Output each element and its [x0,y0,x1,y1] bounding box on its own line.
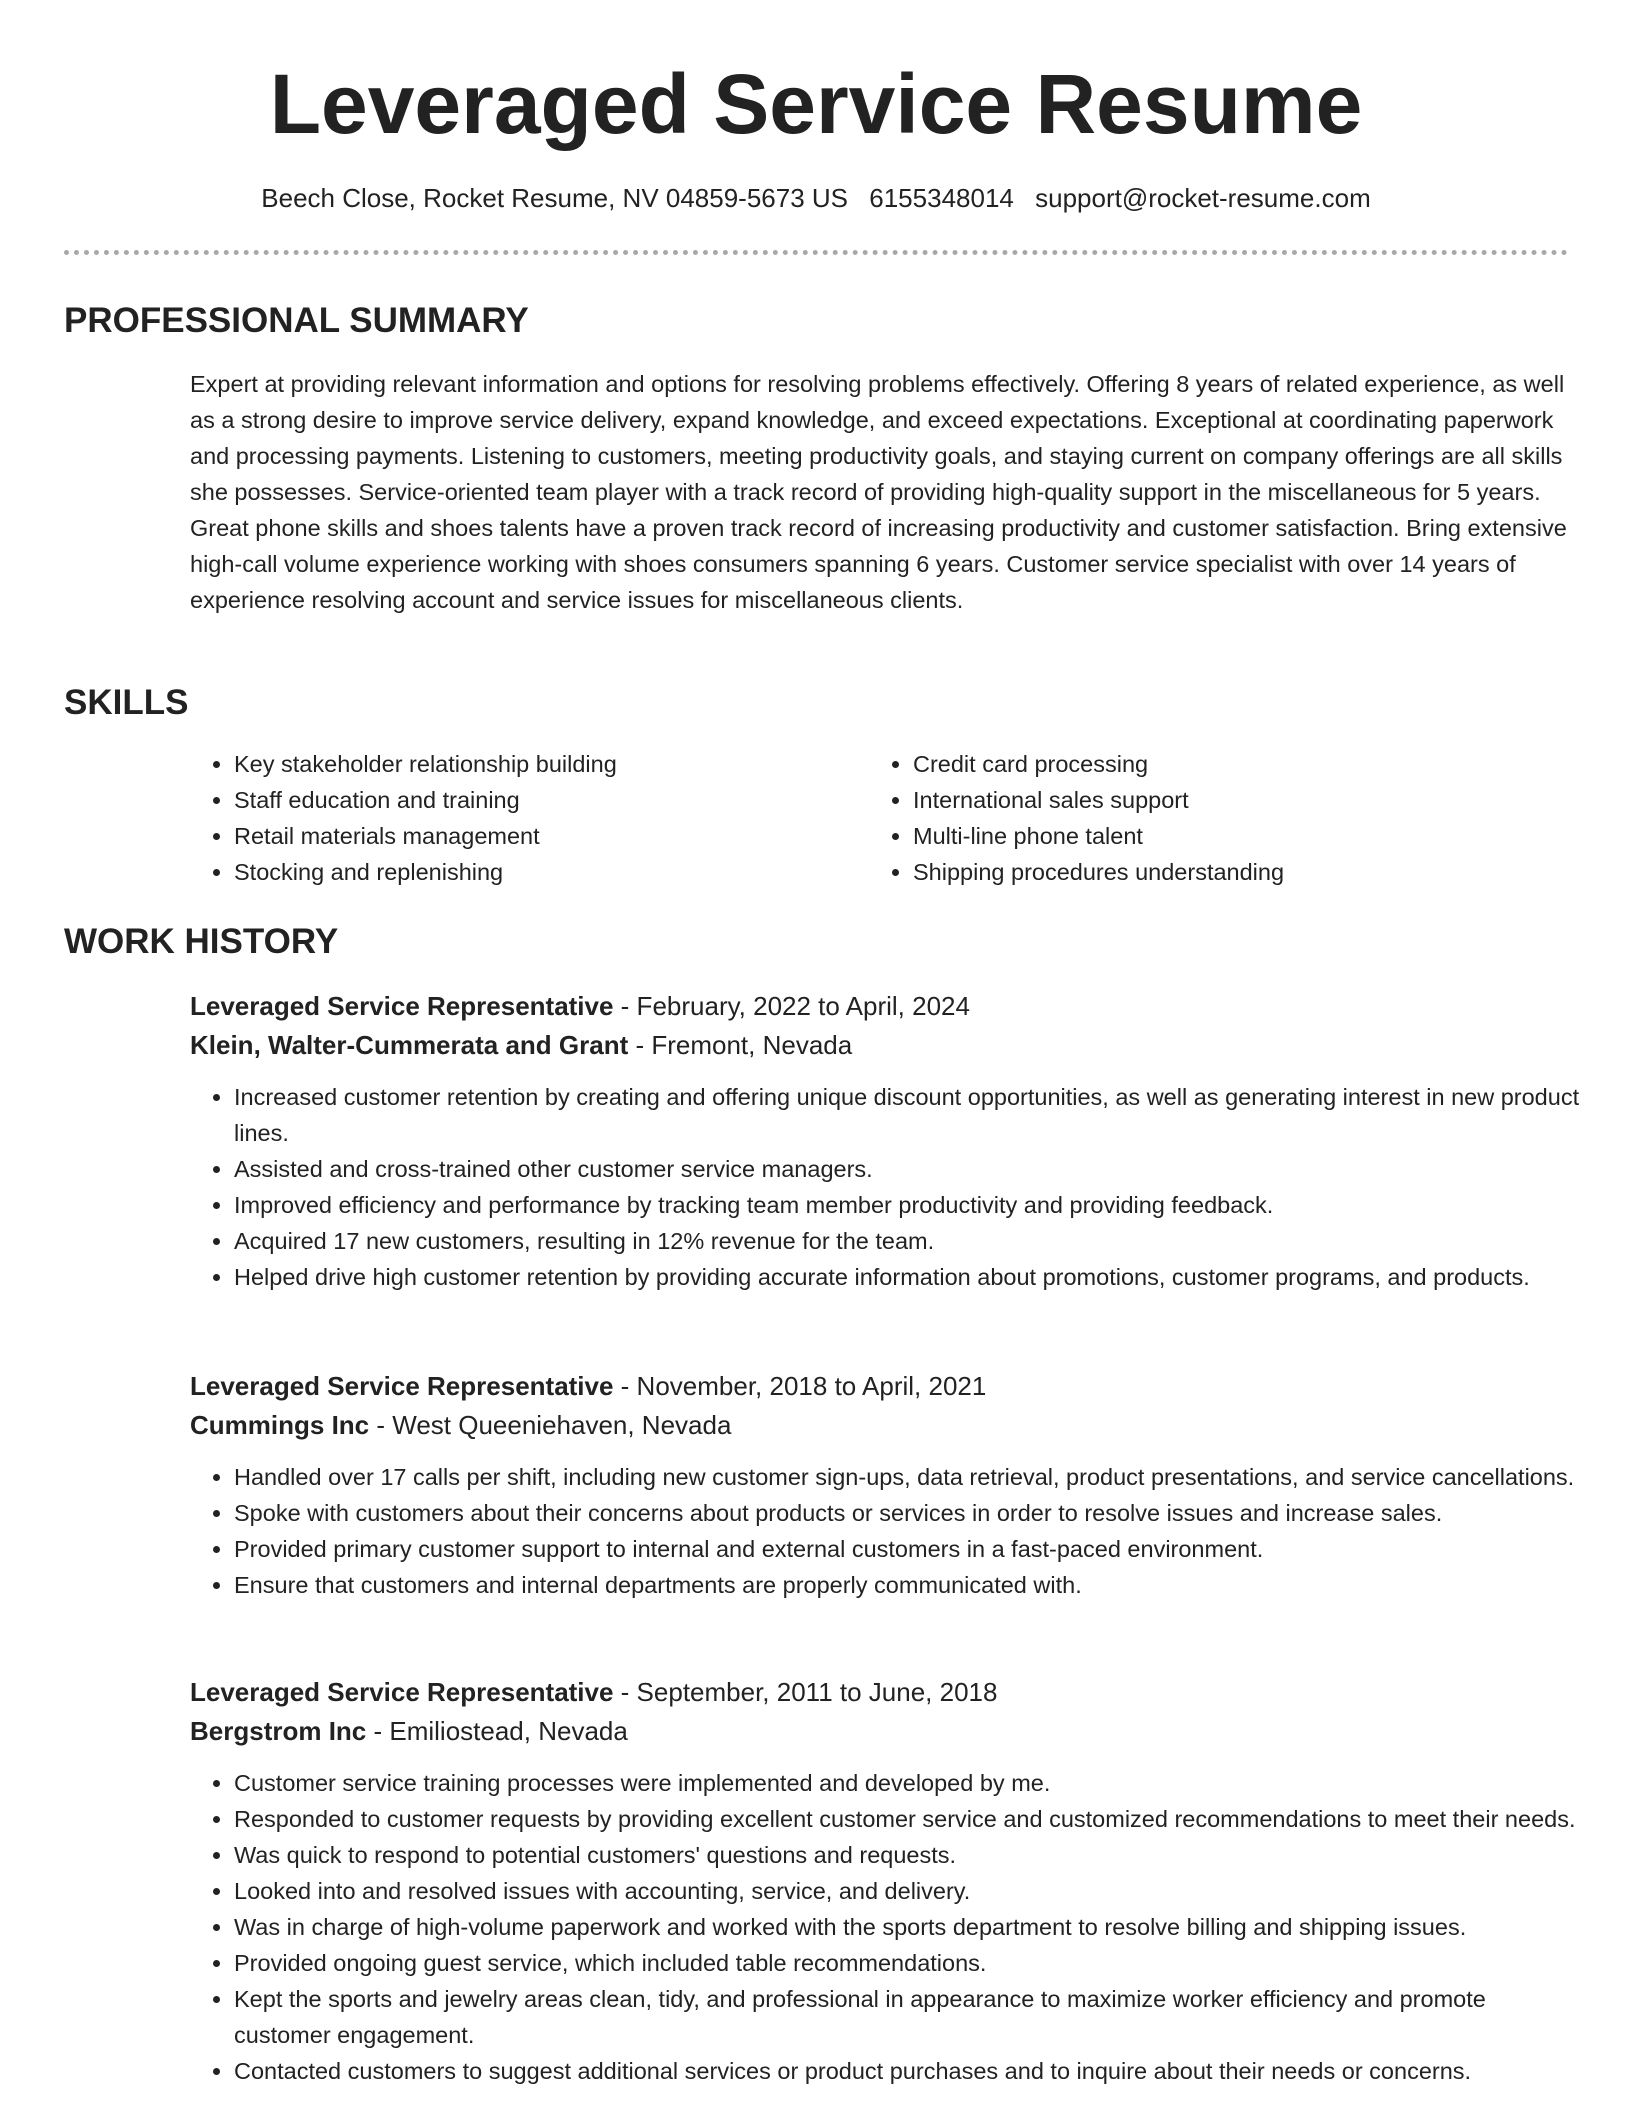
job-company: Cummings Inc [190,1410,370,1440]
skills-heading: SKILLS [64,683,189,722]
job-bullet: • Looked into and resolved issues with accounting, service, and delivery. [234,1873,1580,1909]
job-bullet: • Assisted and cross-trained other customer service managers. [234,1151,1580,1187]
job-bullet: • Contacted customers to suggest additional services or product purchases and to inquire about their needs or concerns. [234,2053,1580,2089]
skill-item: • International sales support [913,782,1509,818]
work-history-heading: WORK HISTORY [64,922,339,961]
job-bullet: • Was quick to respond to potential customers' questions and requests. [234,1837,1580,1873]
skills-list-left [190,746,830,890]
skill-item: • Retail materials management [234,818,830,854]
skills-column-left [190,746,830,890]
skill-item: • Stocking and replenishing [234,854,830,890]
job-bullet: • Responded to customer requests by providing excellent customer service and customized recommendations to meet their needs. [234,1801,1580,1837]
skill-item: • Credit card processing [913,746,1509,782]
job-entry [190,987,1580,1295]
job-title: Leveraged Service Representative [190,1677,614,1707]
job-bullet: • Kept the sports and jewelry areas clean, tidy, and professional in appearance to maximize worker efficiency and promote customer engagement. [234,1981,1580,2053]
contact-address: Beech Close, Rocket Resume, NV 04859-5673 US [261,183,849,213]
job-bullet-list [190,1765,1580,2089]
job-entry [190,1367,1580,1603]
job-bullet: • Customer service training processes were implemented and developed by me. [234,1765,1580,1801]
job-company-line [190,1712,1580,1751]
job-company-line [190,1026,1580,1065]
job-company: Klein, Walter-Cummerata and Grant [190,1030,629,1060]
job-bullet: • Ensure that customers and internal departments are properly communicated with. [234,1567,1580,1603]
header-divider [64,250,1568,255]
job-location: - Fremont, Nevada [628,1030,853,1060]
skills-list-right [869,746,1509,890]
job-bullet: • Acquired 17 new customers, resulting in 12% revenue for the team. [234,1223,1580,1259]
job-dates: - February, 2022 to April, 2024 [613,991,970,1021]
contact-phone: 6155348014 [869,183,1014,213]
resume-name: Leveraged Service Resume [269,57,1363,151]
job-title: Leveraged Service Representative [190,1371,614,1401]
job-company: Bergstrom Inc [190,1716,367,1746]
job-bullet: • Improved efficiency and performance by tracking team member productivity and providing feedback. [234,1187,1580,1223]
job-bullet: • Spoke with customers about their concerns about products or services in order to resolve issues and increase sales. [234,1495,1580,1531]
job-dates: - September, 2011 to June, 2018 [613,1677,998,1707]
skill-item: • Shipping procedures understanding [913,854,1509,890]
job-bullet: • Handled over 17 calls per shift, including new customer sign-ups, data retrieval, product presentations, and service cancellations. [234,1459,1580,1495]
job-dates: - November, 2018 to April, 2021 [613,1371,987,1401]
job-bullet: • Was in charge of high-volume paperwork and worked with the sports department to resolve billing and shipping issues. [234,1909,1580,1945]
job-location: - West Queeniehaven, Nevada [369,1410,732,1440]
job-bullet-list [190,1459,1580,1603]
skill-item: • Multi-line phone talent [913,818,1509,854]
job-company-line [190,1406,1580,1445]
contact-email: support@rocket-resume.com [1035,183,1371,213]
job-title-line [190,1673,1580,1712]
job-bullet: • Increased customer retention by creating and offering unique discount opportunities, as well as generating interest in new product lines. [234,1079,1580,1151]
summary-heading: PROFESSIONAL SUMMARY [64,301,529,340]
job-bullet: • Provided ongoing guest service, which included table recommendations. [234,1945,1580,1981]
summary-text: Expert at providing relevant information and options for resolving problems effectively. Offering 8 years of related experience, as well as a strong desire to improve service delivery, expand knowledge, and exceed expectations. Exceptional at coordinating paperwork and processing payments. Listening to customers, meeting productivity goals, and staying current on company offerings are all skills she possesses. Service-oriented team player with a track record of providing high-quality support in the miscellaneous for 5 years. Great phone skills and shoes talents have a proven track record of increasing productivity and customer satisfaction. Bring extensive high-call volume experience working with shoes consumers spanning 6 years. Customer service specialist with over 14 years of experience resolving account and service issues for miscellaneous clients. [190,371,1567,613]
job-bullet: • Provided primary customer support to internal and external customers in a fast-paced environment. [234,1531,1580,1567]
job-location: - Emiliostead, Nevada [366,1716,628,1746]
job-entry [190,1673,1580,2089]
job-title-line [190,987,1580,1026]
job-bullet: • Helped drive high customer retention by providing accurate information about promotions, customer programs, and products. [234,1259,1580,1295]
job-title: Leveraged Service Representative [190,991,614,1021]
job-bullet-list [190,1079,1580,1295]
contact-line [0,180,1632,216]
skills-column-right [869,746,1509,890]
skill-item: • Key stakeholder relationship building [234,746,830,782]
skill-item: • Staff education and training [234,782,830,818]
job-title-line [190,1367,1580,1406]
